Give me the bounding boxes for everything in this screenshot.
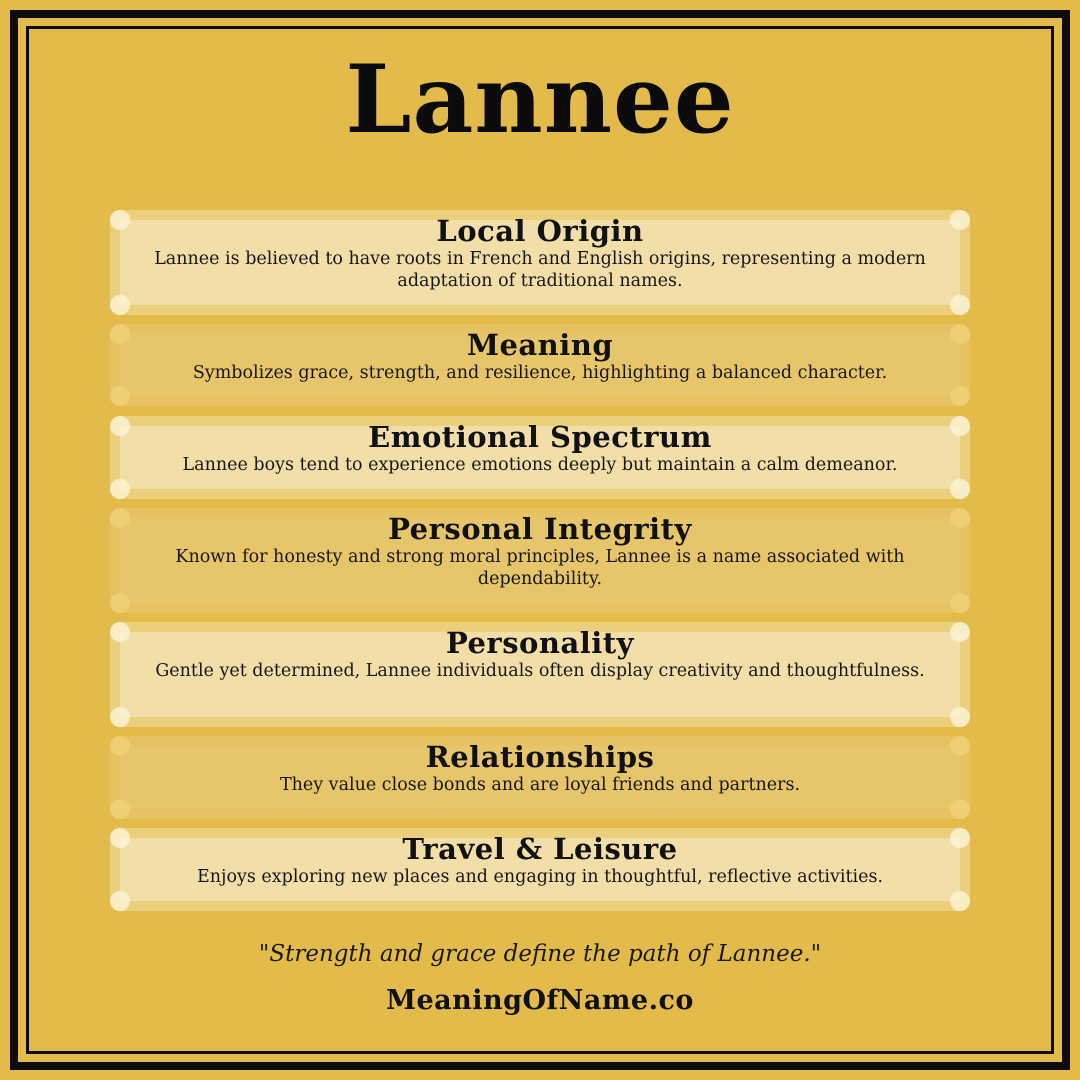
card-heading: Personality: [445, 626, 635, 660]
card-text: Lannee is believed to have roots in French and English origins, representing a modern adaptation of traditional names.: [154, 249, 926, 291]
corner-dot: [110, 707, 130, 727]
card-local-origin: [110, 210, 970, 315]
name-title: Lannee: [345, 45, 735, 155]
corner-dot: [110, 386, 130, 406]
card-heading: Meaning: [466, 328, 614, 362]
card-text: Known for honesty and strong moral principles, Lannee is a name associated with dependability.: [175, 547, 905, 589]
corner-dot: [110, 593, 130, 613]
card-heading: Local Origin: [436, 214, 644, 248]
corner-dot: [110, 479, 130, 499]
quote: [0, 938, 1080, 970]
card-heading: Travel & Leisure: [402, 832, 678, 866]
card-text: Gentle yet determined, Lannee individuals often display creativity and thoughtfulness.: [155, 661, 925, 681]
corner-dot: [950, 479, 970, 499]
corner-dot: [110, 799, 130, 819]
card-text: Lannee boys tend to experience emotions deeply but maintain a calm demeanor.: [182, 455, 898, 475]
card-text: Symbolizes grace, strength, and resilience, highlighting a balanced character.: [192, 363, 888, 383]
card-heading: Relationships: [425, 740, 655, 774]
corner-dot: [950, 707, 970, 727]
card-emotional-spectrum: [110, 416, 970, 499]
corner-dot: [950, 593, 970, 613]
card-heading: Personal Integrity: [388, 512, 692, 546]
corner-dot: [950, 295, 970, 315]
card-heading: Emotional Spectrum: [368, 420, 712, 454]
card-meaning: [110, 324, 970, 406]
corner-dot: [950, 386, 970, 406]
quote-text: Strength and grace define the path of Lannee.: [269, 941, 811, 967]
card-text: They value close bonds and are loyal friends and partners.: [279, 775, 801, 795]
site-name: MeaningOfName.co: [386, 985, 694, 1016]
corner-dot: [110, 295, 130, 315]
quote-close-mark: ": [810, 941, 822, 967]
card-personality: [110, 622, 970, 727]
card-travel-leisure: [110, 828, 970, 911]
card-relationships: [110, 736, 970, 819]
card-personal-integrity: [110, 508, 970, 613]
card-text: Enjoys exploring new places and engaging in thoughtful, reflective activities.: [196, 867, 884, 887]
corner-dot: [950, 891, 970, 911]
corner-dot: [950, 799, 970, 819]
corner-dot: [110, 891, 130, 911]
quote-open-mark: ": [258, 941, 270, 967]
